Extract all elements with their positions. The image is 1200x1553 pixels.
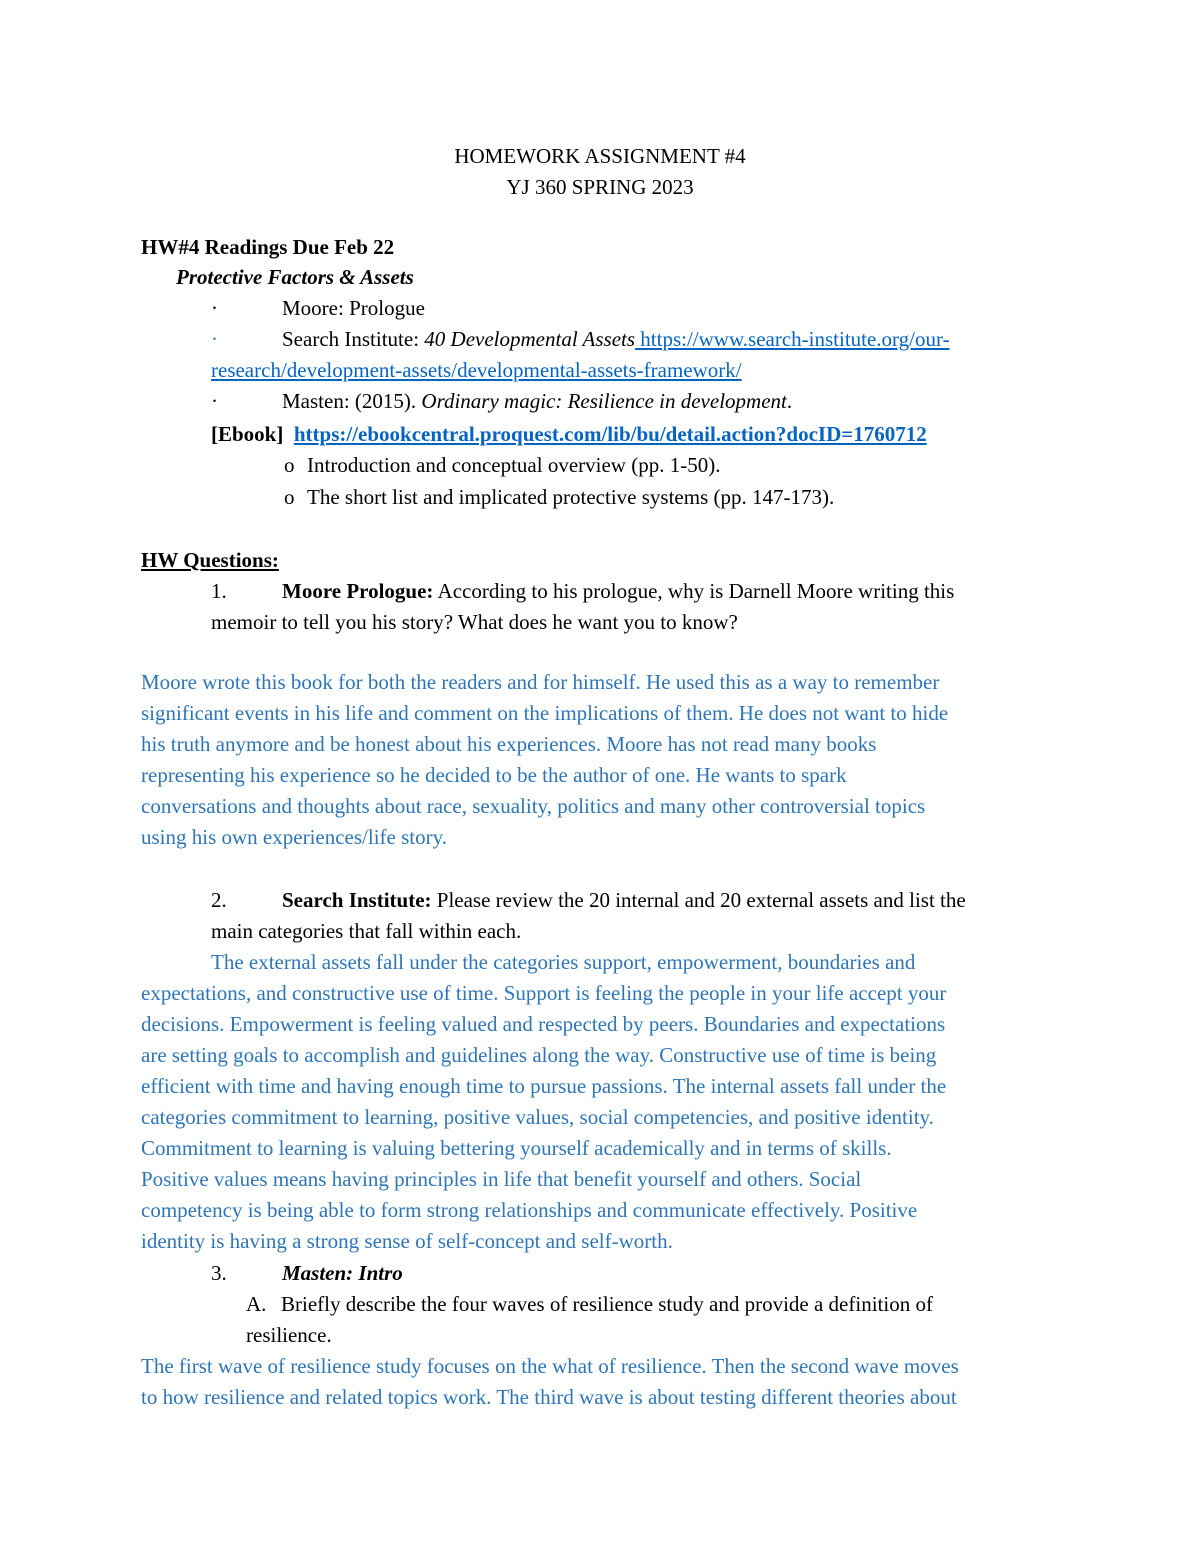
answer-line: Commitment to learning is valuing bettering yourself academically and in terms of skills. — [141, 1136, 892, 1160]
sub-reading-short-list: The short list and implicated protective systems (pp. 147-173). — [307, 485, 835, 509]
bullet-icon: · — [211, 296, 218, 320]
sub-bullet-icon: o — [284, 485, 295, 509]
course-title: YJ 360 SPRING 2023 — [506, 175, 694, 199]
ebook-line — [211, 419, 927, 450]
answer-line: efficient with time and having enough time to pursue passions. The internal assets fall under the — [141, 1074, 947, 1098]
sub-question-a-text-cont: resilience. — [246, 1323, 332, 1347]
answer-line: The first wave of resilience study focuses on the what of resilience. Then the second wave moves — [141, 1354, 959, 1378]
sub-question-a-text: Briefly describe the four waves of resilience study and provide a definition of — [281, 1292, 933, 1316]
question-number: 3. — [211, 1261, 227, 1285]
question-number: 2. — [211, 888, 227, 912]
answer-line: categories commitment to learning, positive values, social competencies, and positive identity. — [141, 1105, 934, 1129]
question-body: Please review the 20 internal and 20 external assets and list the — [431, 888, 966, 912]
answer-line: The external assets fall under the categories support, empowerment, boundaries and — [211, 950, 916, 974]
reading-item-title: 40 Developmental Assets — [424, 327, 636, 351]
answer-line: representing his experience so he decided to be the author of one. He wants to spark — [141, 763, 847, 787]
answer-line: decisions. Empowerment is feeling valued and respected by peers. Boundaries and expectations — [141, 1012, 946, 1036]
reading-item-search-institute — [282, 324, 950, 355]
questions-heading: HW Questions: — [141, 548, 279, 572]
answer-line: identity is having a strong sense of self-concept and self-worth. — [141, 1229, 673, 1253]
answer-line: are setting goals to accomplish and guidelines along the way. Constructive use of time is being — [141, 1043, 937, 1067]
sub-reading-intro: Introduction and conceptual overview (pp. 1-50). — [307, 453, 721, 477]
ebook-label: [Ebook] — [211, 422, 284, 446]
answer-line: expectations, and constructive use of time. Support is feeling the people in your life accept your — [141, 981, 947, 1005]
sub-bullet-icon: o — [284, 453, 295, 477]
answer-line: Positive values means having principles in life that benefit yourself and others. Social — [141, 1167, 862, 1191]
reading-item-suffix: . — [786, 389, 793, 413]
bullet-icon: · — [211, 389, 218, 413]
reading-item-title: Ordinary magic: Resilience in development — [421, 389, 787, 413]
assignment-title: HOMEWORK ASSIGNMENT #4 — [454, 144, 746, 168]
question-2-text — [282, 885, 966, 916]
readings-heading: HW#4 Readings Due Feb 22 — [141, 235, 395, 259]
search-institute-link-cont[interactable]: research/development-assets/developmental-assets-framework/ — [211, 358, 742, 382]
ebook-link[interactable]: https://ebookcentral.proquest.com/lib/bu/detail.action?docID=1760712 — [293, 422, 927, 446]
answer-line: to how resilience and related topics work. The third wave is about testing different theories about — [141, 1385, 957, 1409]
question-3-label: Masten: Intro — [282, 1261, 403, 1285]
question-label: Moore Prologue: — [282, 579, 434, 603]
answer-line: Moore wrote this book for both the readers and for himself. He used this as a way to remember — [141, 670, 940, 694]
search-institute-link[interactable]: https://www.search-institute.org/our- — [635, 327, 950, 351]
question-label: Search Institute: — [282, 888, 432, 912]
reading-item-search-institute-cont — [211, 355, 742, 386]
question-1-text-cont: memoir to tell you his story? What does he want you to know? — [211, 610, 738, 634]
sub-question-label: A. — [246, 1292, 267, 1316]
question-1-text — [282, 576, 954, 607]
reading-item-moore: Moore: Prologue — [282, 296, 425, 320]
readings-subheading: Protective Factors & Assets — [176, 265, 414, 289]
answer-line: his truth anymore and be honest about his experiences. Moore has not read many books — [141, 732, 877, 756]
answer-line: conversations and thoughts about race, sexuality, politics and many other controversial topics — [141, 794, 926, 818]
reading-item-masten — [282, 386, 792, 417]
question-2-text-cont: main categories that fall within each. — [211, 919, 522, 943]
question-body: According to his prologue, why is Darnell Moore writing this — [433, 579, 955, 603]
answer-line: significant events in his life and comment on the implications of them. He does not want to hide — [141, 701, 949, 725]
answer-line: using his own experiences/life story. — [141, 825, 447, 849]
bullet-icon: · — [211, 327, 218, 351]
answer-line: competency is being able to form strong relationships and communicate effectively. Positive — [141, 1198, 918, 1222]
reading-item-label: Masten: (2015). — [282, 389, 422, 413]
question-number: 1. — [211, 579, 227, 603]
reading-item-label: Search Institute: — [282, 327, 425, 351]
